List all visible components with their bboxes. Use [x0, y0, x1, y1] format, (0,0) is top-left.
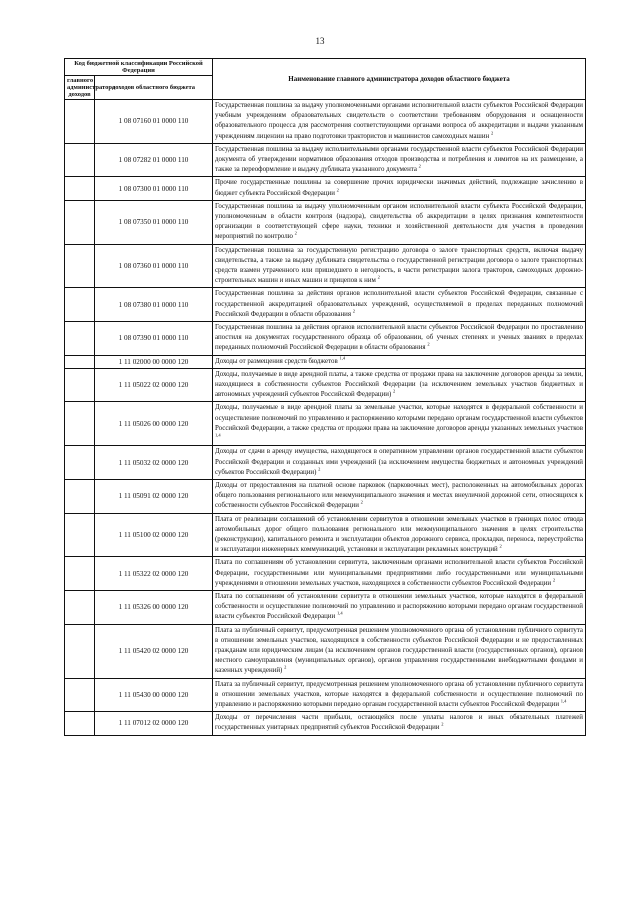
table-row — [65, 678, 586, 712]
admin-code-cell — [65, 200, 95, 244]
table-row — [65, 479, 586, 513]
admin-code-cell — [65, 557, 95, 591]
income-name-text: Доходы от предоставления на платной основе парковок (парковочных мест), расположенных на автомобильных дорогах общего пользования регионального или межмуниципального значения и местах внеуличной дорожной сети, относящихся к собственности субъектов Российской Федерации — [215, 481, 583, 510]
header-name-column: Наименование главного администратора доходов областного бюджета — [213, 59, 586, 100]
income-name-text: Государственная пошлина за выдачу уполномоченными органами исполнительной власти субъектов Российской Федерации учебным учреждениям образовательных свидетельств о соответствии требованиям оборудования и оснащенности образовательного процесса для рассмотрения соответствующими органами вопроса об аккредитации и выдачи указанным учреждениям лицензии на право подготовки трактористов и машинистов самоходных машин — [215, 102, 583, 140]
income-code-cell: 1 08 07300 01 0000 110 — [95, 177, 213, 200]
income-code-cell: 1 11 05326 00 0000 120 — [95, 590, 213, 624]
header-income-column: доходов областного бюджета — [95, 76, 213, 100]
income-name-text: Доходы от размещения средств бюджетов — [215, 357, 338, 365]
income-name-cell — [213, 446, 586, 480]
income-name-cell — [213, 288, 586, 322]
admin-code-cell — [65, 513, 95, 557]
income-name-text: Государственная пошлина за выдачу уполномоченным органом исполнительной власти субъекта Российской Федерации, уполномоченным в области контроля (надзора), свидетельства об аккредитации в целях признания компетентности организации в соответствующей сфере науки, техники и хозяйственной деятельности для участия в проведении мероприятий по контролю — [215, 202, 583, 241]
income-code-cell: 1 11 02000 00 0000 120 — [95, 355, 213, 368]
admin-code-cell — [65, 244, 95, 288]
table-row — [65, 100, 586, 144]
income-code-cell: 1 08 07390 01 0000 110 — [95, 322, 213, 356]
income-name-cell — [213, 590, 586, 624]
admin-code-cell — [65, 177, 95, 200]
table-row — [65, 143, 586, 177]
footnote-marker: 2 — [393, 388, 396, 394]
income-name-text: Государственная пошлина за действия органов исполнительной власти субъектов Российской Федерации по проставлению апостиля на документах государственного образца об образовании, об ученых степенях и ученых званиях в пределах переданных полномочий Российской Федерации в области образования — [215, 324, 583, 352]
footnote-marker: 2 — [490, 130, 494, 136]
income-code-cell: 1 11 05032 02 0000 120 — [95, 446, 213, 480]
table-row — [65, 288, 586, 322]
header-budget-code-group: Код бюджетной классификации Российской Федерации — [65, 59, 213, 76]
income-name-text: Плата от реализации соглашений об установлении сервитутов в отношении земельных участков в границах полос отвода автомобильных дорог общего пользования регионального или межмуниципального значения в целях строительства (реконструкции), капитального ремонта и эксплуатации объектов дорожного сервиса, прокладки, переноса, переустройства и эксплуатации инженерных коммуникаций, установки и эксплуатации рекламных конструкций — [215, 515, 583, 554]
income-name-cell — [213, 678, 586, 712]
income-name-text: Доходы, получаемые в виде арендной платы за земельные участки, которые находятся в федеральной собственности и осуществление полномочий по управлению и распоряжению которыми передано органам государственной власти субъектов Российской Федерации, а также средства от продажи права на заключение договоров аренды указанных земельных участков — [215, 404, 583, 432]
income-name-cell — [213, 177, 586, 200]
footnote-marker: 2 — [294, 231, 297, 237]
footnote-marker: 2 — [336, 187, 339, 193]
income-name-cell — [213, 368, 586, 402]
table-row — [65, 355, 586, 368]
table-header-row — [65, 59, 586, 76]
income-name-text: Государственная пошлина за действия органов исполнительной власти субъектов Российской Федерации, связанные с государственной аккредитацией образовательных учреждений, осуществляемой в пределах переданных полномочий Российской Федерации в области образования — [215, 290, 583, 318]
admin-code-cell — [65, 446, 95, 480]
income-code-cell: 1 11 05420 02 0000 120 — [95, 624, 213, 678]
income-code-cell: 1 11 05430 00 0000 120 — [95, 678, 213, 712]
header-admin-column: главного администратора доходов — [65, 76, 95, 100]
admin-code-cell — [65, 479, 95, 513]
admin-code-cell — [65, 355, 95, 368]
footnote-marker: 1,4 — [560, 698, 567, 704]
income-name-cell — [213, 624, 586, 678]
table-row — [65, 712, 586, 735]
footnote-marker: 2 — [427, 342, 430, 348]
admin-code-cell — [65, 368, 95, 402]
income-code-cell: 1 11 05100 02 0000 120 — [95, 513, 213, 557]
income-name-text: Доходы от сдачи в аренду имущества, находящегося в оперативном управлении органов государственной власти субъектов Российской Федерации и созданных ими учреждений (за исключением имущества бюджетных и автономных учреждений субъектов Российской Федерации) — [215, 448, 583, 476]
income-name-cell — [213, 402, 586, 446]
footnote-marker: 2 — [441, 722, 444, 728]
income-name-cell — [213, 513, 586, 557]
table-row — [65, 368, 586, 402]
table-row — [65, 513, 586, 557]
income-name-text: Плата по соглашениям об установлении сервитута, заключенным органами исполнительной власти субъектов Российской Федерации, государственными или муниципальными предприятиями либо государственными или муниципальными учреждениями в отношении земельных участков, находящихся в собственности субъектов Российской Федерации — [215, 559, 583, 587]
income-name-cell — [213, 479, 586, 513]
income-name-text: Прочие государственные пошлины за совершение прочих юридически значимых действий, подлежащие зачислению в бюджет субъекта Российской Федерации — [215, 179, 583, 197]
income-code-cell: 1 08 07282 01 0000 110 — [95, 143, 213, 177]
footnote-marker: 1,4 — [339, 355, 346, 361]
admin-code-cell — [65, 100, 95, 144]
income-name-text: Государственная пошлина за государственную регистрацию договора о залоге транспортных средств, включая выдачу свидетельства, а также за выдачу дубликата свидетельства о государственной регистрации договора о залоге транспортных средств взамен утраченного или пришедшего в негодность, в части регистрации залога тракторов, самоходных дорожно-строительных машин и иных машин и прицепов к ним — [215, 246, 583, 285]
table-row — [65, 200, 586, 244]
admin-code-cell — [65, 143, 95, 177]
page-number: 13 — [315, 36, 325, 46]
admin-code-cell — [65, 590, 95, 624]
income-name-text: Доходы, получаемые в виде арендной платы, а также средства от продажи права на заключение договоров аренды за земли, находящиеся в собственности субъектов Российской Федерации (за исключением земельных участков бюджетных и автономных учреждений субъектов Российской Федерации) — [215, 370, 583, 399]
income-code-cell: 1 11 05022 02 0000 120 — [95, 368, 213, 402]
income-code-cell: 1 11 05322 02 0000 120 — [95, 557, 213, 591]
income-code-cell: 1 11 05026 00 0000 120 — [95, 402, 213, 446]
income-name-text: Плата по соглашениям об установлении сервитута в отношении земельных участков, которые находятся в федеральной собственности и осуществление полномочий по управлению и распоряжению которыми передано органам государственной власти субъектов Российской Федерации — [215, 592, 583, 621]
admin-code-cell — [65, 322, 95, 356]
income-name-cell — [213, 712, 586, 735]
admin-code-cell — [65, 624, 95, 678]
footnote-marker: 2 — [318, 466, 321, 472]
table-row — [65, 590, 586, 624]
footnote-marker: 2 — [360, 500, 363, 506]
footnote-marker: 2 — [552, 577, 556, 583]
admin-code-cell — [65, 678, 95, 712]
income-code-cell: 1 11 05091 02 0000 120 — [95, 479, 213, 513]
table-row — [65, 557, 586, 591]
income-code-cell: 1 08 07350 01 0000 110 — [95, 200, 213, 244]
income-name-cell — [213, 355, 586, 368]
footnote-marker: 1,4 — [215, 432, 221, 438]
table-row — [65, 177, 586, 200]
footnote-marker: 1,4 — [336, 611, 343, 617]
table-row — [65, 446, 586, 480]
income-name-text: Плата за публичный сервитут, предусмотренная решением уполномоченного органа об установлении публичного сервитута в отношении земельных участков, которые находятся в федеральной собственности и осуществление полномочий по управлению и распоряжению которыми передано органам государственной власти субъектов Российской Федерации — [215, 680, 583, 708]
footnote-marker: 2 — [377, 274, 380, 280]
income-name-text: Доходы от перечисления части прибыли, остающейся после уплаты налогов и иных обязательных платежей государственных унитарных предприятий субъектов Российской Федерации — [215, 714, 583, 732]
income-name-cell — [213, 143, 586, 177]
footnote-marker: 2 — [499, 543, 502, 549]
table-row — [65, 624, 586, 678]
income-code-cell: 1 11 07012 02 0000 120 — [95, 712, 213, 735]
income-code-cell: 1 08 07380 01 0000 110 — [95, 288, 213, 322]
income-name-cell — [213, 557, 586, 591]
budget-classification-table — [64, 58, 586, 736]
income-name-cell — [213, 322, 586, 356]
income-code-cell: 1 08 07360 01 0000 110 — [95, 244, 213, 288]
admin-code-cell — [65, 712, 95, 735]
income-name-cell — [213, 244, 586, 288]
admin-code-cell — [65, 288, 95, 322]
table-row — [65, 402, 586, 446]
footnote-marker: 2 — [284, 665, 287, 671]
income-name-text: Плата за публичный сервитут, предусмотренная решением уполномоченного органа об установлении публичного сервитута в отношении земельных участков, находящихся в собственности субъектов Российской Федерации и не предоставленных гражданам или юридическим лицам (за исключением органов государственной власти (государственных органов), органов местного самоуправления (муниципальных органов), органов управления государственными внебюджетными фондами и казенных учреждений) — [215, 626, 583, 675]
income-code-cell: 1 08 07160 01 0000 110 — [95, 100, 213, 144]
income-name-text: Государственная пошлина за выдачу исполнительными органами государственной власти субъектов Российской Федерации документа об утверждении нормативов образования отходов производства и потребления и лимитов на их размещение, а также за переоформление и выдачу дубликата указанного документа — [215, 145, 583, 174]
footnote-marker: 2 — [352, 308, 356, 314]
admin-code-cell — [65, 402, 95, 446]
income-name-cell — [213, 200, 586, 244]
footnote-marker: 2 — [418, 163, 421, 169]
income-name-cell — [213, 100, 586, 144]
table-row — [65, 322, 586, 356]
table-row — [65, 244, 586, 288]
